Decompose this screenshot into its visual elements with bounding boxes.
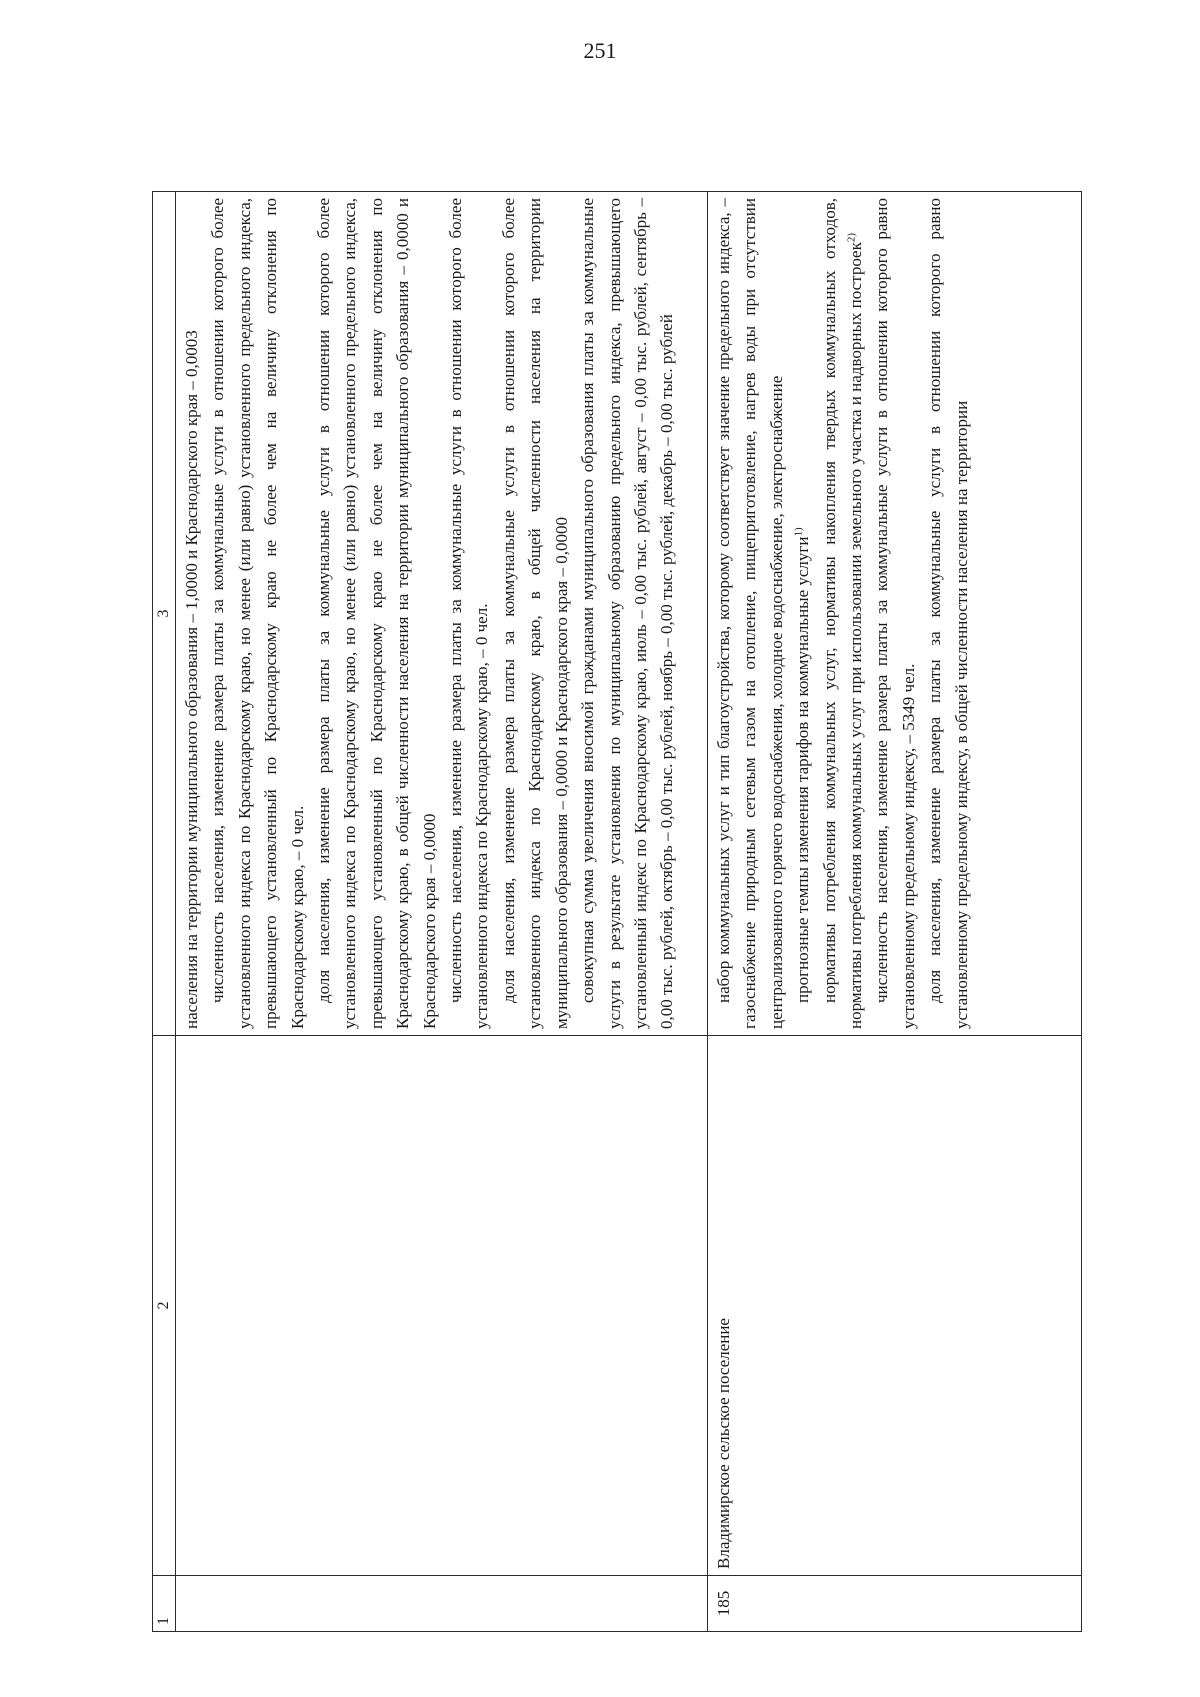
paragraph: доля населения, изменение размера платы за коммунальные услуги в отношении которого более установленного индекса по Краснодарскому краю, но менее (или равно) установленного предельного индекса, превышающего установленный по Краснодарскому краю не более чем на величину отклонения по Краснодарскому краю, в общей численности населения на территории муниципального образования – 0,0000 и Краснодарского края – 0,0000: [314, 198, 439, 1029]
paragraph: [817, 198, 870, 1029]
paragraph: численность населения, изменение размера платы за коммунальные услуги в отношении которого более установленного индекса по Краснодарскому краю, но менее (или равно) установленного предельного индекса, превышающего установленный по Краснодарскому краю не более чем на величину отклонения по Краснодарскому краю, – 0 чел.: [208, 198, 307, 1029]
paragraph: доля населения, изменение размера платы за коммунальные услуги в отношении которого равно установленному предельному индексу, в общей численности населения на территории: [925, 198, 971, 1029]
rotated-table-container: [152, 192, 1082, 1632]
paragraph: совокупная сумма увеличения вносимой гражданами муниципального образования платы за коммунальные услуги в результате установления по муниципальному образованию предельного индекса, превышающего установленный индекс по Краснодарскому краю, июль – 0,00 тыс. рублей, август – 0,00 тыс. рублей, сентябрь – 0,00 тыс. рублей, октябрь – 0,00 тыс. рублей, ноябрь – 0,00 тыс. рублей, декабрь – 0,00 тыс. рублей: [578, 198, 677, 1029]
paragraph: численность населения, изменение размера платы за коммунальные услуги в отношении которого равно установленному предельному индексу, – 5349 чел.: [872, 198, 918, 1029]
page-number: 251: [583, 38, 617, 63]
paragraph: численность населения, изменение размера платы за коммунальные услуги в отношении которого более установленного индекса по Краснодарскому краю, – 0 чел.: [446, 198, 492, 1029]
description-cell: [708, 192, 1082, 1036]
description-cell: [176, 192, 708, 1036]
municipality-cell: [176, 1036, 708, 1576]
municipality-cell: Владимирское сельское поселение: [708, 1036, 1082, 1576]
paragraph: населения на территории муниципального образования – 1,0000 и Краснодарского края – 0,0003: [182, 330, 201, 1029]
row-number-cell: 185: [708, 1576, 1082, 1632]
column-header-3: 3: [153, 192, 176, 1036]
table-row: [176, 192, 708, 1632]
row-number-cell: [176, 1576, 708, 1632]
data-table: [152, 191, 1082, 1632]
column-header-1: 1: [153, 1576, 176, 1632]
paragraph: набор коммунальных услуг и тип благоустройства, которому соответствует значение предельного индекса, – газоснабжение природным сетевым газом на отопление, пищеприготовление, нагрев воды при отсутствии централизованного горячего водоснабжения, холодное водоснабжение, электроснабжение: [714, 198, 786, 1029]
footnote-marker: 2): [845, 232, 858, 243]
footnote-marker: 1): [792, 527, 805, 537]
paragraph-text: прогнозные темпы изменения тарифов на коммунальные услуги: [793, 536, 813, 1003]
paragraph: доля населения, изменение размера платы за коммунальные услуги в отношении которого более установленного индекса по Краснодарскому краю, в общей численности населения на территории муниципального образования – 0,0000 и Краснодарского края – 0,0000: [498, 198, 571, 1029]
column-header-2: 2: [153, 1036, 176, 1576]
paragraph: [790, 198, 816, 1029]
table-header-row: [153, 192, 176, 1632]
table-row: [708, 192, 1082, 1632]
paragraph-text: нормативы потребления коммунальных услуг, нормативы накопления твердых коммунальных отходов, нормативы потребления коммунальных услуг при использовании земельного участка и надворных построек: [819, 198, 866, 1029]
